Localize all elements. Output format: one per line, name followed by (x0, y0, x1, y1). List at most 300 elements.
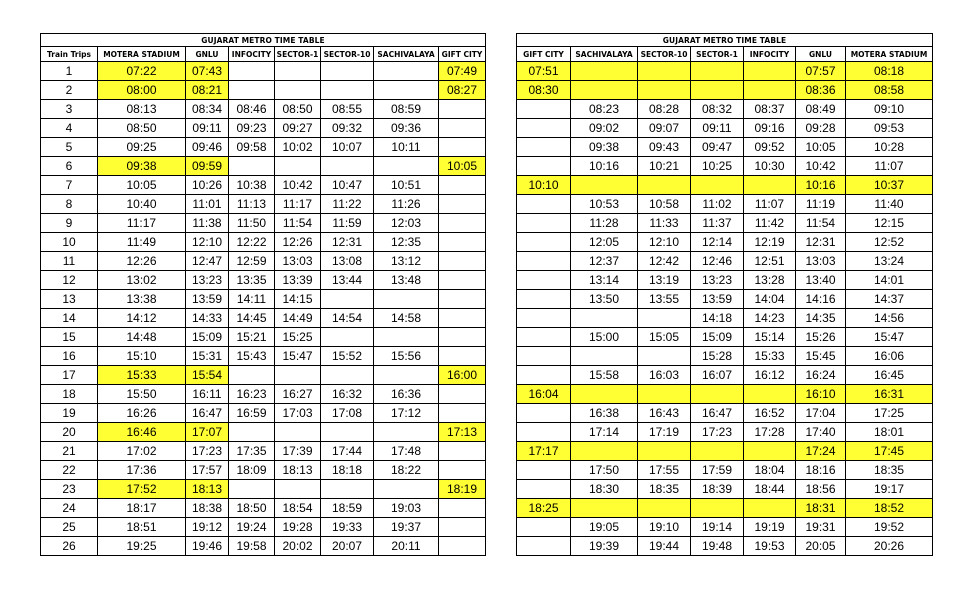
table-cell: 11:42 (744, 214, 796, 233)
table-cell: 11:22 (321, 195, 374, 214)
table-cell: 07:43 (186, 62, 229, 81)
table-cell: 08:23 (571, 100, 638, 119)
table-cell: 16:59 (229, 404, 275, 423)
table-cell: 16:00 (439, 366, 486, 385)
table-cell: 10:11 (374, 138, 439, 157)
table-cell: 19:14 (691, 518, 744, 537)
table-row (517, 442, 933, 461)
table-cell: 20:02 (275, 537, 321, 556)
table-cell: 13:50 (571, 290, 638, 309)
table-cell: 17:04 (796, 404, 846, 423)
table-cell: 07:51 (517, 62, 571, 81)
table-cell: 18:59 (321, 499, 374, 518)
table-cell: 08:59 (374, 100, 439, 119)
table-cell: 10:28 (846, 138, 933, 157)
table-cell (517, 157, 571, 176)
table-row (41, 138, 486, 157)
table-cell: 16:23 (229, 385, 275, 404)
table-cell: 15:54 (186, 366, 229, 385)
table-cell: 14:04 (744, 290, 796, 309)
table-cell: 14:56 (846, 309, 933, 328)
table-cell: 18:39 (691, 480, 744, 499)
table-cell: 3 (41, 100, 98, 119)
table-cell: 09:43 (638, 138, 691, 157)
table-cell (439, 442, 486, 461)
table-cell: 15:28 (691, 347, 744, 366)
table-cell (517, 233, 571, 252)
table-cell: 10:53 (571, 195, 638, 214)
table-row (517, 119, 933, 138)
table-cell: 18:01 (846, 423, 933, 442)
column-header: GIFT CITY (517, 47, 571, 62)
table-cell (517, 404, 571, 423)
table-cell: 14:12 (98, 309, 186, 328)
table-cell (517, 119, 571, 138)
table-cell (517, 328, 571, 347)
table-cell (374, 423, 439, 442)
table-cell (691, 442, 744, 461)
table-cell: 16:10 (796, 385, 846, 404)
table-cell (691, 81, 744, 100)
table-cell: 12:59 (229, 252, 275, 271)
table-cell (321, 157, 374, 176)
table-cell: 08:34 (186, 100, 229, 119)
table-cell: 15:47 (275, 347, 321, 366)
table-cell: 14:48 (98, 328, 186, 347)
table-cell (275, 62, 321, 81)
table-cell: 12:31 (796, 233, 846, 252)
table-cell: 12:51 (744, 252, 796, 271)
table-cell: 18:18 (321, 461, 374, 480)
table-cell: 20 (41, 423, 98, 442)
table-cell: 07:49 (439, 62, 486, 81)
table-row (517, 309, 933, 328)
table-row (517, 537, 933, 556)
table-cell: 08:46 (229, 100, 275, 119)
table-cell: 13:02 (98, 271, 186, 290)
table-cell: 08:13 (98, 100, 186, 119)
table-cell: 18:38 (186, 499, 229, 518)
table-cell: 12:26 (275, 233, 321, 252)
column-header-row (517, 47, 933, 62)
table-cell: 18 (41, 385, 98, 404)
table-cell: 12 (41, 271, 98, 290)
table-cell: 20:26 (846, 537, 933, 556)
table-cell: 10:51 (374, 176, 439, 195)
table-cell: 15 (41, 328, 98, 347)
table-cell: 13:40 (796, 271, 846, 290)
table-cell: 18:52 (846, 499, 933, 518)
table-cell (517, 138, 571, 157)
table-cell (517, 480, 571, 499)
table-cell: 10:05 (439, 157, 486, 176)
table-cell (691, 176, 744, 195)
table-cell: 17:55 (638, 461, 691, 480)
table-row (517, 176, 933, 195)
table-cell: 12:10 (186, 233, 229, 252)
table-row (41, 328, 486, 347)
table-cell: 16:12 (744, 366, 796, 385)
table-cell: 08:32 (691, 100, 744, 119)
table-row (41, 271, 486, 290)
table-cell: 17:45 (846, 442, 933, 461)
table-cell: 09:11 (186, 119, 229, 138)
table-cell: 17:23 (691, 423, 744, 442)
column-header: GNLU (796, 47, 846, 62)
table-cell (229, 62, 275, 81)
table-cell: 12:35 (374, 233, 439, 252)
table-cell: 11:49 (98, 233, 186, 252)
table-cell: 17:44 (321, 442, 374, 461)
table-cell: 14:58 (374, 309, 439, 328)
table-cell: 19:33 (321, 518, 374, 537)
table-cell: 17:08 (321, 404, 374, 423)
table-cell: 19:19 (744, 518, 796, 537)
table-cell: 13:59 (691, 290, 744, 309)
table-cell: 7 (41, 176, 98, 195)
table-cell: 13:39 (275, 271, 321, 290)
table-cell: 08:27 (439, 81, 486, 100)
table-cell: 09:32 (321, 119, 374, 138)
table-cell: 16:43 (638, 404, 691, 423)
table-cell: 15:25 (275, 328, 321, 347)
table-cell: 19:10 (638, 518, 691, 537)
table-cell: 08:50 (98, 119, 186, 138)
table-cell (744, 62, 796, 81)
table-row (41, 480, 486, 499)
table-cell: 23 (41, 480, 98, 499)
table-cell: 11:50 (229, 214, 275, 233)
table-cell: 20:05 (796, 537, 846, 556)
table-cell: 09:28 (796, 119, 846, 138)
table-cell: 16:06 (846, 347, 933, 366)
table-cell (571, 442, 638, 461)
table-cell: 11:17 (275, 195, 321, 214)
table-cell: 24 (41, 499, 98, 518)
table-cell (439, 271, 486, 290)
table-row (41, 347, 486, 366)
table-cell (571, 81, 638, 100)
table-cell (517, 423, 571, 442)
table-cell (517, 100, 571, 119)
column-header: MOTERA STADIUM (846, 47, 933, 62)
table-cell: 17:23 (186, 442, 229, 461)
table-cell: 18:19 (439, 480, 486, 499)
table-row (41, 309, 486, 328)
table-cell: 10:37 (846, 176, 933, 195)
table-cell: 10:40 (98, 195, 186, 214)
table-row (41, 537, 486, 556)
table-cell (571, 176, 638, 195)
table-cell (691, 385, 744, 404)
table-cell: 13:59 (186, 290, 229, 309)
table-cell: 1 (41, 62, 98, 81)
table-cell: 18:35 (846, 461, 933, 480)
table-cell (275, 423, 321, 442)
column-header: MOTERA STADIUM (98, 47, 186, 62)
column-header: INFOCITY (229, 47, 275, 62)
table-row (41, 518, 486, 537)
table-cell: 13:12 (374, 252, 439, 271)
table-cell: 09:16 (744, 119, 796, 138)
table-cell: 15:50 (98, 385, 186, 404)
table-cell (571, 62, 638, 81)
table-cell: 15:09 (186, 328, 229, 347)
table-cell: 14:01 (846, 271, 933, 290)
column-header-row (41, 47, 486, 62)
table-cell: 2 (41, 81, 98, 100)
table-cell: 12:37 (571, 252, 638, 271)
table-cell (439, 518, 486, 537)
table-cell: 09:25 (98, 138, 186, 157)
column-header: SECTOR-10 (321, 47, 374, 62)
table-row (41, 119, 486, 138)
table-row (517, 62, 933, 81)
table-cell: 19:28 (275, 518, 321, 537)
table-cell: 15:31 (186, 347, 229, 366)
table-cell (517, 347, 571, 366)
table-cell: 09:07 (638, 119, 691, 138)
table-cell: 17:07 (186, 423, 229, 442)
table-cell: 18:22 (374, 461, 439, 480)
table-cell: 11:19 (796, 195, 846, 214)
table-cell: 11:59 (321, 214, 374, 233)
table-cell: 18:35 (638, 480, 691, 499)
table-cell: 12:14 (691, 233, 744, 252)
table-cell: 19:25 (98, 537, 186, 556)
table-row (517, 233, 933, 252)
table-cell: 15:47 (846, 328, 933, 347)
table-cell: 16:32 (321, 385, 374, 404)
column-header: SECTOR-1 (275, 47, 321, 62)
table-cell (638, 347, 691, 366)
table-cell (517, 214, 571, 233)
table-cell: 15:56 (374, 347, 439, 366)
table-cell: 17:40 (796, 423, 846, 442)
table-cell (374, 290, 439, 309)
table-cell: 17:19 (638, 423, 691, 442)
table-cell: 08:37 (744, 100, 796, 119)
table-cell: 16:07 (691, 366, 744, 385)
table-row (517, 214, 933, 233)
table-cell: 16:24 (796, 366, 846, 385)
column-header: GNLU (186, 47, 229, 62)
table-cell (517, 195, 571, 214)
table-cell: 09:11 (691, 119, 744, 138)
table-cell: 17:35 (229, 442, 275, 461)
table-cell: 11:07 (846, 157, 933, 176)
table-cell: 09:27 (275, 119, 321, 138)
table-cell: 16:45 (846, 366, 933, 385)
table-cell (439, 385, 486, 404)
table-cell: 16:04 (517, 385, 571, 404)
table-cell (439, 214, 486, 233)
table-cell: 12:47 (186, 252, 229, 271)
table-cell (638, 442, 691, 461)
table-cell (517, 309, 571, 328)
table-cell (439, 195, 486, 214)
table-cell: 12:19 (744, 233, 796, 252)
table-cell: 17:36 (98, 461, 186, 480)
table-cell: 15:21 (229, 328, 275, 347)
table-cell: 12:03 (374, 214, 439, 233)
table-cell: 09:02 (571, 119, 638, 138)
table-cell: 17:50 (571, 461, 638, 480)
table-cell: 11:33 (638, 214, 691, 233)
table-cell: 16:38 (571, 404, 638, 423)
table-cell: 15:33 (744, 347, 796, 366)
table-cell (229, 157, 275, 176)
table-cell: 11:37 (691, 214, 744, 233)
table-row (41, 461, 486, 480)
table-cell (439, 537, 486, 556)
table-cell: 18:50 (229, 499, 275, 518)
table-cell: 17:13 (439, 423, 486, 442)
table-cell: 18:13 (275, 461, 321, 480)
table-row (517, 518, 933, 537)
table-cell: 14:11 (229, 290, 275, 309)
table-cell (638, 62, 691, 81)
table-cell: 19:17 (846, 480, 933, 499)
table-cell: 09:46 (186, 138, 229, 157)
table-row (41, 214, 486, 233)
table-cell: 19:48 (691, 537, 744, 556)
table-row (41, 423, 486, 442)
table-row (517, 385, 933, 404)
table-cell: 15:52 (321, 347, 374, 366)
table-cell: 10:05 (98, 176, 186, 195)
table-cell: 20:07 (321, 537, 374, 556)
column-header: SECTOR-10 (638, 47, 691, 62)
table-cell: 18:54 (275, 499, 321, 518)
table-cell: 14 (41, 309, 98, 328)
column-header: GIFT CITY (439, 47, 486, 62)
column-header: INFOCITY (744, 47, 796, 62)
table-cell: 19:12 (186, 518, 229, 537)
table-cell (321, 423, 374, 442)
table-cell: 13:55 (638, 290, 691, 309)
table-row (41, 157, 486, 176)
table-cell: 10:26 (186, 176, 229, 195)
table-cell: 13:14 (571, 271, 638, 290)
table-cell: 26 (41, 537, 98, 556)
table-row (517, 480, 933, 499)
table-cell: 17:12 (374, 404, 439, 423)
table-cell: 17:59 (691, 461, 744, 480)
table-cell (638, 309, 691, 328)
table-cell (439, 328, 486, 347)
table-row (517, 138, 933, 157)
table-cell: 16:36 (374, 385, 439, 404)
table-cell (374, 366, 439, 385)
table-cell: 10:16 (571, 157, 638, 176)
table-cell: 11:26 (374, 195, 439, 214)
table-cell: 12:31 (321, 233, 374, 252)
table-row (517, 461, 933, 480)
timetable-right (516, 33, 933, 556)
table-cell (691, 62, 744, 81)
table-cell: 15:58 (571, 366, 638, 385)
table-cell (439, 499, 486, 518)
table-cell (517, 461, 571, 480)
table-row (41, 404, 486, 423)
column-header: Train Trips (41, 47, 98, 62)
table-cell: 14:37 (846, 290, 933, 309)
table-cell (517, 252, 571, 271)
table-cell: 09:36 (374, 119, 439, 138)
column-header: SACHIVALAYA (374, 47, 439, 62)
table-cell: 08:58 (846, 81, 933, 100)
table-cell: 13:23 (691, 271, 744, 290)
table-cell: 19:53 (744, 537, 796, 556)
table-cell: 13:24 (846, 252, 933, 271)
table-cell (571, 499, 638, 518)
table-row (517, 271, 933, 290)
table-cell: 08:36 (796, 81, 846, 100)
table-cell: 13:35 (229, 271, 275, 290)
table-cell: 12:46 (691, 252, 744, 271)
table-cell: 10:02 (275, 138, 321, 157)
table-cell: 18:25 (517, 499, 571, 518)
table-row (517, 366, 933, 385)
table-cell (374, 328, 439, 347)
table-cell: 10:16 (796, 176, 846, 195)
table-cell: 17:25 (846, 404, 933, 423)
table-row (41, 290, 486, 309)
table-cell: 08:49 (796, 100, 846, 119)
table-cell (275, 157, 321, 176)
table-cell: 15:14 (744, 328, 796, 347)
table-cell: 9 (41, 214, 98, 233)
table-cell (744, 442, 796, 461)
table-cell: 12:10 (638, 233, 691, 252)
table-row (517, 252, 933, 271)
table-cell: 19:31 (796, 518, 846, 537)
table-cell: 11:54 (275, 214, 321, 233)
table-cell (638, 385, 691, 404)
table-cell: 08:28 (638, 100, 691, 119)
table-cell: 19:46 (186, 537, 229, 556)
table-cell: 14:18 (691, 309, 744, 328)
column-header: SECTOR-1 (691, 47, 744, 62)
table-cell: 08:18 (846, 62, 933, 81)
table-cell: 14:15 (275, 290, 321, 309)
table-cell (571, 347, 638, 366)
table-cell (517, 290, 571, 309)
table-cell: 09:38 (571, 138, 638, 157)
table-cell: 19:03 (374, 499, 439, 518)
table-cell (517, 537, 571, 556)
table-cell: 17:52 (98, 480, 186, 499)
table-cell (638, 81, 691, 100)
table-cell: 18:56 (796, 480, 846, 499)
table-cell: 4 (41, 119, 98, 138)
table-cell: 10:47 (321, 176, 374, 195)
table-cell: 16 (41, 347, 98, 366)
table-cell: 17:03 (275, 404, 321, 423)
table-cell: 15:10 (98, 347, 186, 366)
table-row (41, 233, 486, 252)
table-cell: 14:23 (744, 309, 796, 328)
table-cell: 14:33 (186, 309, 229, 328)
table-cell: 17:14 (571, 423, 638, 442)
table-cell (439, 119, 486, 138)
table-cell (374, 157, 439, 176)
table-cell: 16:03 (638, 366, 691, 385)
table-cell: 13:23 (186, 271, 229, 290)
table-cell (744, 499, 796, 518)
table-cell: 16:47 (691, 404, 744, 423)
